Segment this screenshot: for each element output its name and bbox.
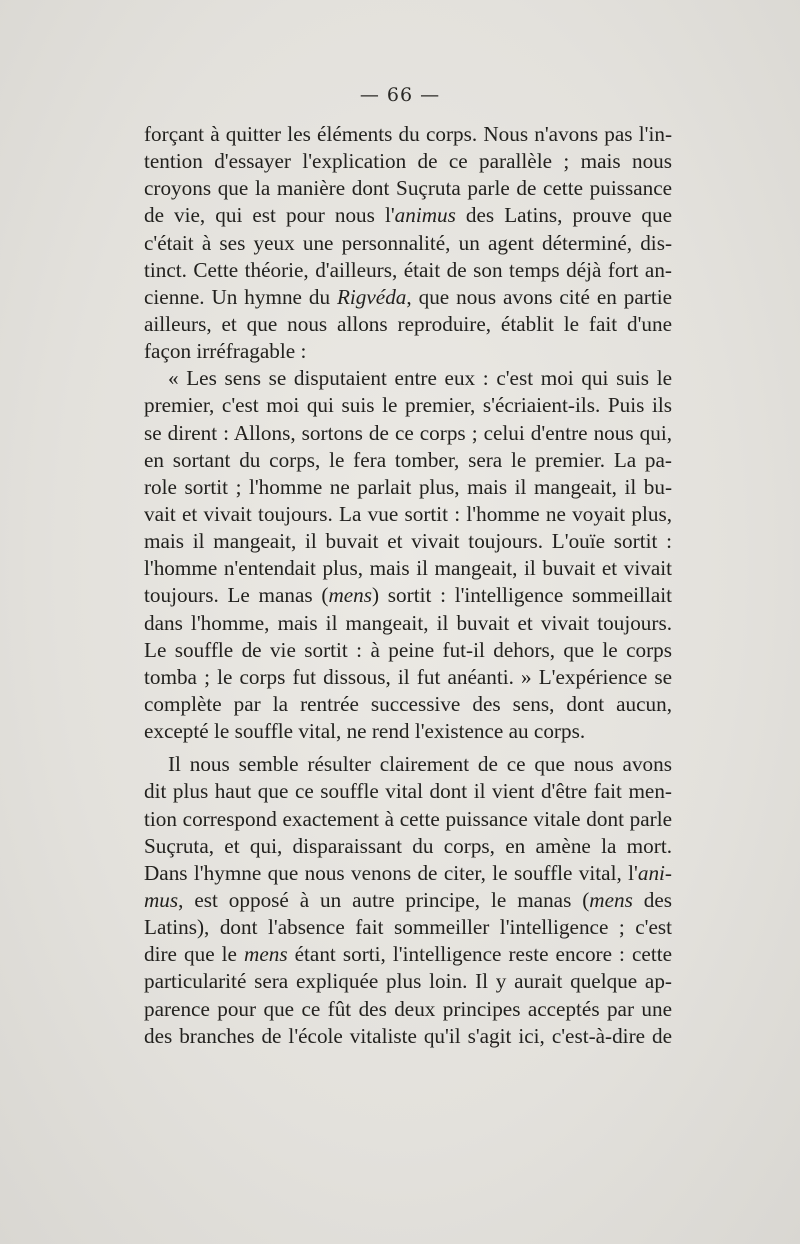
text-line: toujours. Le manas (mens) sortit : l'intelligence sommeillait [144,583,672,608]
text-line: role sortit ; l'homme ne parlait plus, mais il mangeait, il bu- [144,474,672,499]
text-line: de vie, qui est pour nous l'animus des Latins, prouve que [144,203,672,228]
text-line: c'était à ses yeux une personnalité, un agent déterminé, dis- [144,230,672,255]
text-line: mus, est opposé à un autre principe, le manas (mens des [144,887,672,912]
text-line: dit plus haut que ce souffle vital dont il vient d'être fait men- [144,779,672,804]
text-line: l'homme n'entendait plus, mais il mangeait, il buvait et vivait [144,556,672,581]
text-line: « Les sens se disputaient entre eux : c'est moi qui suis le [168,366,672,391]
text-line: cienne. Un hymne du Rigvéda, que nous avons cité en partie [144,284,672,309]
text-line: tomba ; le corps fut dissous, il fut anéanti. » L'expérience se [144,664,672,689]
text-line: des branches de l'école vitaliste qu'il s'agit ici, c'est-à-dire de [144,1023,672,1048]
text-line: tion correspond exactement à cette puissance vitale dont parle [144,806,672,831]
text-line: se dirent : Allons, sortons de ce corps ; celui d'entre nous qui, [144,420,672,445]
text-line: forçant à quitter les éléments du corps. Nous n'avons pas l'in- [144,122,672,146]
text-line: croyons que la manière dont Suçruta parle de cette puissance [144,176,672,201]
text-line: mais il mangeait, il buvait et vivait toujours. L'ouïe sortit : [144,529,672,554]
text-line: tinct. Cette théorie, d'ailleurs, était de son temps déjà fort an- [144,257,672,282]
text-line: complète par la rentrée successive des sens, dont aucun, [144,691,672,716]
text-line: premier, c'est moi qui suis le premier, s'écriaient-ils. Puis ils [144,393,672,418]
text-line: dire que le mens étant sorti, l'intelligence reste encore : cette [144,942,672,967]
text-line: vait et vivait toujours. La vue sortit : l'homme ne voyait plus, [144,501,672,526]
text-line: Dans l'hymne que nous venons de citer, le souffle vital, l'ani- [144,860,672,885]
page-number: — 66 — [359,84,441,106]
text-line: Il nous semble résulter clairement de ce que nous avons [168,752,672,777]
text-line: tention d'essayer l'explication de ce parallèle ; mais nous [144,149,672,174]
text-line: Le souffle de vie sortit : à peine fut-il dehors, que le corps [144,637,672,662]
text-line: en sortant du corps, le fera tomber, sera le premier. La pa- [144,447,672,472]
text-line: Latins), dont l'absence fait sommeiller l'intelligence ; c'est [144,915,672,940]
body-text [144,121,672,1050]
text-line: ailleurs, et que nous allons reproduire, établit le fait d'une [144,311,672,336]
text-line: façon irréfragable : [144,339,307,364]
text-line: dans l'homme, mais il mangeait, il buvait et vivait toujours. [144,610,672,635]
text-line: excepté le souffle vital, ne rend l'existence au corps. [144,719,586,744]
text-line: particularité sera expliquée plus loin. Il y aurait quelque ap- [144,969,672,994]
text-line: Suçruta, et qui, disparaissant du corps, en amène la mort. [144,833,672,858]
text-line: parence pour que ce fût des deux principes acceptés par une [144,996,672,1021]
